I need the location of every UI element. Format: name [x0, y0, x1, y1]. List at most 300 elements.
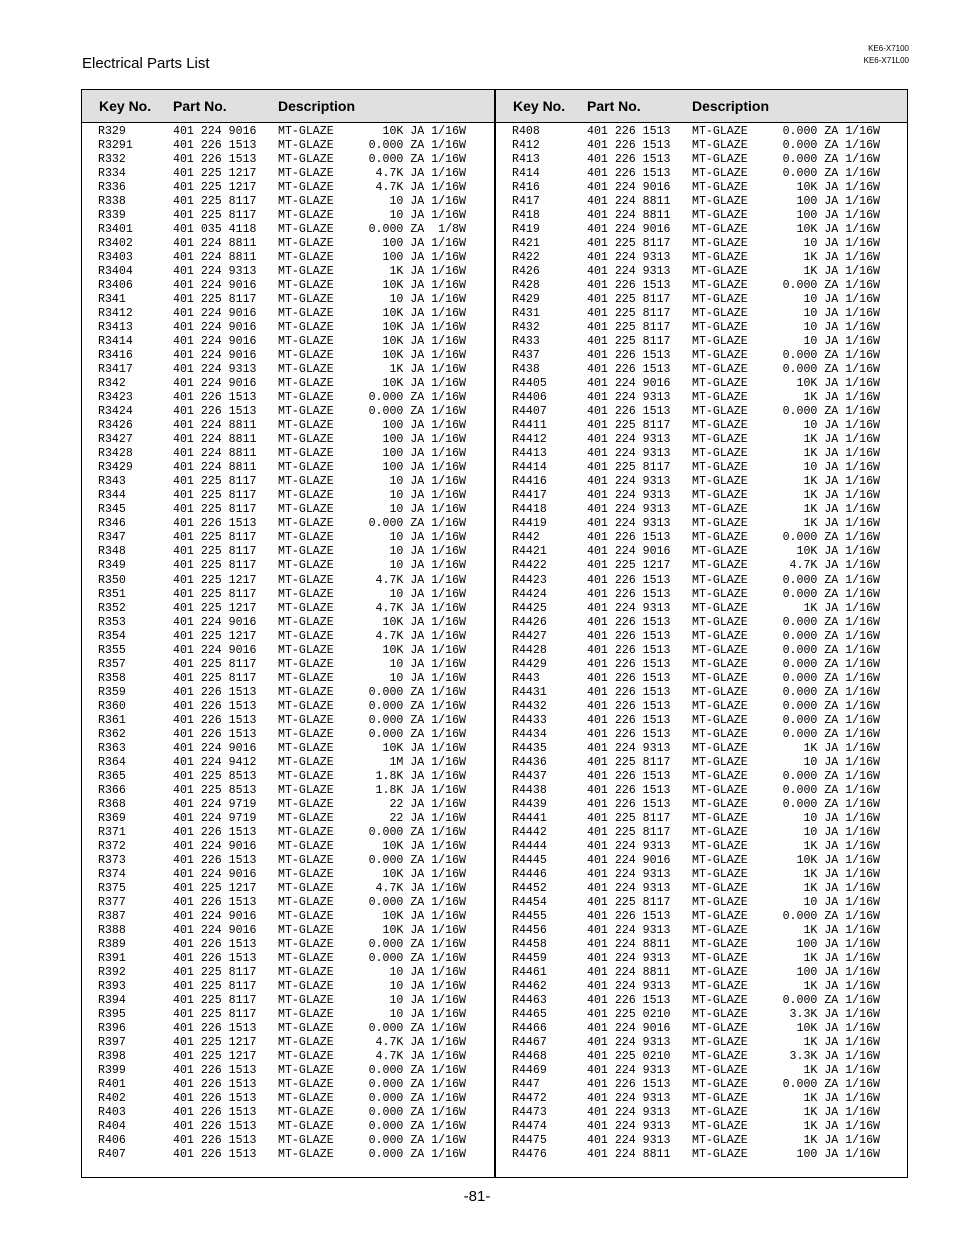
- description: MT-GLAZE: [692, 601, 748, 615]
- part-no: 401 225 8117: [587, 335, 671, 349]
- table-row: [98, 335, 488, 349]
- part-no: 401 224 8811: [173, 251, 257, 265]
- table-row: [98, 433, 488, 447]
- description: MT-GLAZE: [692, 867, 748, 881]
- rating: 10 JA 1/16W: [803, 321, 880, 335]
- part-no: 401 224 9016: [587, 223, 671, 237]
- part-no: 401 224 9016: [587, 1022, 671, 1035]
- key-no: R3423: [98, 391, 133, 405]
- description: MT-GLAZE: [278, 643, 334, 657]
- table-row: [98, 251, 488, 265]
- rating: 0.000 ZA 1/16W: [782, 1078, 880, 1092]
- table-row: [512, 770, 902, 784]
- description: MT-GLAZE: [692, 783, 748, 797]
- part-no: 401 225 8117: [173, 671, 257, 685]
- part-no: 401 226 1513: [173, 825, 257, 839]
- rating: 10 JA 1/16W: [389, 545, 466, 559]
- table-row: [98, 700, 488, 714]
- table-row: [512, 349, 902, 363]
- key-no: R4425: [512, 601, 547, 615]
- key-no: R372: [98, 839, 126, 853]
- table-row: [512, 545, 902, 559]
- part-no: 401 225 1217: [173, 601, 257, 615]
- description: MT-GLAZE: [278, 405, 334, 419]
- rating: 10 JA 1/16W: [803, 293, 880, 307]
- description: MT-GLAZE: [278, 923, 334, 937]
- table-row: [98, 602, 488, 616]
- description: MT-GLAZE: [692, 993, 748, 1007]
- table-row: [512, 1078, 902, 1092]
- part-no: 401 225 8117: [587, 237, 671, 251]
- table-row: [512, 419, 902, 433]
- table-row: [98, 1106, 488, 1120]
- key-no: R4472: [512, 1092, 547, 1106]
- part-no: 401 226 1513: [587, 783, 671, 797]
- table-row: [98, 1078, 488, 1092]
- table-row: [512, 938, 902, 952]
- parts-table: [81, 89, 908, 1178]
- description: MT-GLAZE: [692, 545, 748, 559]
- key-no: R4441: [512, 811, 547, 825]
- part-no: 401 225 8117: [173, 475, 257, 489]
- rating: 1K JA 1/16W: [803, 601, 880, 615]
- key-no: R4434: [512, 727, 547, 741]
- key-no: R4423: [512, 573, 547, 587]
- table-row: [98, 770, 488, 784]
- part-no: 401 226 1513: [587, 405, 671, 419]
- part-no: 401 226 1513: [587, 699, 671, 713]
- description: MT-GLAZE: [278, 251, 334, 265]
- description: MT-GLAZE: [278, 895, 334, 909]
- description: MT-GLAZE: [692, 657, 748, 671]
- part-no: 401 226 1513: [173, 713, 257, 727]
- part-no: 401 225 1217: [173, 629, 257, 643]
- key-no: R377: [98, 895, 126, 909]
- part-no: 401 225 8117: [173, 531, 257, 545]
- part-no: 401 225 8117: [587, 895, 671, 909]
- rating: 4.7K JA 1/16W: [375, 1036, 466, 1050]
- rating: 1.8K JA 1/16W: [375, 769, 466, 783]
- part-no: 401 224 9016: [173, 741, 257, 755]
- part-no: 401 226 1513: [587, 363, 671, 377]
- key-no: R355: [98, 643, 126, 657]
- part-no: 401 224 9016: [173, 867, 257, 881]
- description: MT-GLAZE: [278, 167, 334, 181]
- key-no: R3406: [98, 279, 133, 293]
- table-row: [98, 279, 488, 293]
- rating: 10K JA 1/16W: [382, 839, 466, 853]
- rating: 0.000 ZA 1/16W: [368, 727, 466, 741]
- part-no: 401 226 1513: [173, 517, 257, 531]
- table-row: [98, 1148, 488, 1162]
- table-row: [512, 980, 902, 994]
- table-row: [98, 588, 488, 602]
- key-no: R4446: [512, 867, 547, 881]
- description: MT-GLAZE: [278, 461, 334, 475]
- table-row: [512, 223, 902, 237]
- table-row: [98, 293, 488, 307]
- key-no: R416: [512, 181, 540, 195]
- rating: 22 JA 1/16W: [389, 811, 466, 825]
- part-no: 401 224 9016: [173, 615, 257, 629]
- key-no: R347: [98, 531, 126, 545]
- part-no: 401 224 9016: [587, 853, 671, 867]
- rating: 10 JA 1/16W: [389, 979, 466, 993]
- table-row: [98, 1120, 488, 1134]
- table-row: [98, 742, 488, 756]
- part-no: 401 224 9313: [587, 1120, 671, 1134]
- description: MT-GLAZE: [692, 587, 748, 601]
- rating: 10K JA 1/16W: [796, 853, 880, 867]
- part-no: 401 225 8117: [587, 461, 671, 475]
- key-no: R432: [512, 321, 540, 335]
- table-row: [512, 209, 902, 223]
- description: MT-GLAZE: [278, 1120, 334, 1134]
- table-row: [98, 363, 488, 377]
- key-no: R329: [98, 125, 126, 138]
- table-row: [512, 139, 902, 153]
- rating: 0.000 ZA 1/16W: [782, 797, 880, 811]
- rating: 0.000 ZA 1/16W: [368, 153, 466, 167]
- key-no: R403: [98, 1106, 126, 1120]
- rating: 0.000 ZA 1/16W: [368, 391, 466, 405]
- description: MT-GLAZE: [278, 265, 334, 279]
- table-row: [98, 419, 488, 433]
- description: MT-GLAZE: [692, 1106, 748, 1120]
- description: MT-GLAZE: [692, 223, 748, 237]
- part-no: 401 224 9313: [173, 363, 257, 377]
- table-row: [98, 181, 488, 195]
- part-no: 401 226 1513: [173, 1078, 257, 1092]
- rating: 100 JA 1/16W: [796, 965, 880, 979]
- key-no: R342: [98, 377, 126, 391]
- key-no: R4433: [512, 713, 547, 727]
- description: MT-GLAZE: [278, 1106, 334, 1120]
- key-no: R4438: [512, 783, 547, 797]
- part-no: 401 225 8117: [173, 545, 257, 559]
- table-row: [98, 377, 488, 391]
- key-no: R4466: [512, 1022, 547, 1035]
- rating: 4.7K JA 1/16W: [789, 559, 880, 573]
- key-no: R334: [98, 167, 126, 181]
- table-row: [98, 798, 488, 812]
- key-no: R443: [512, 671, 540, 685]
- description: MT-GLAZE: [278, 657, 334, 671]
- description: MT-GLAZE: [692, 433, 748, 447]
- description: MT-GLAZE: [692, 349, 748, 363]
- description: MT-GLAZE: [278, 559, 334, 573]
- part-no: 401 226 1513: [173, 139, 257, 153]
- part-no: 401 224 9016: [173, 349, 257, 363]
- rating: 1K JA 1/16W: [803, 979, 880, 993]
- key-no: R4416: [512, 475, 547, 489]
- key-no: R442: [512, 531, 540, 545]
- rating: 10K JA 1/16W: [382, 279, 466, 293]
- description: MT-GLAZE: [692, 559, 748, 573]
- rating: 10 JA 1/16W: [803, 419, 880, 433]
- table-row: [98, 1008, 488, 1022]
- part-no: 401 224 9313: [587, 265, 671, 279]
- table-row: [98, 195, 488, 209]
- table-row: [98, 896, 488, 910]
- table-row: [98, 616, 488, 630]
- model-number: KE6-X71L00: [863, 56, 909, 65]
- table-row: [512, 588, 902, 602]
- rating: 10K JA 1/16W: [382, 349, 466, 363]
- table-row: [512, 433, 902, 447]
- part-no: 401 225 8117: [587, 419, 671, 433]
- description: MT-GLAZE: [278, 1134, 334, 1148]
- table-row: [512, 363, 902, 377]
- left-column: [98, 125, 488, 1162]
- description: MT-GLAZE: [278, 237, 334, 251]
- rating: 1K JA 1/16W: [803, 503, 880, 517]
- rating: 10K JA 1/16W: [796, 223, 880, 237]
- table-row: [98, 1064, 488, 1078]
- table-row: [98, 630, 488, 644]
- part-no: 401 225 8513: [173, 769, 257, 783]
- rating: 100 JA 1/16W: [382, 447, 466, 461]
- rating: 0.000 ZA 1/16W: [782, 279, 880, 293]
- column-header-key-no: Key No.: [99, 98, 152, 114]
- rating: 0.000 ZA 1/16W: [782, 727, 880, 741]
- description: MT-GLAZE: [692, 629, 748, 643]
- description: MT-GLAZE: [692, 671, 748, 685]
- table-row: [98, 1022, 488, 1036]
- table-row: [512, 391, 902, 405]
- table-row: [98, 391, 488, 405]
- rating: 1K JA 1/16W: [803, 923, 880, 937]
- part-no: 401 224 9313: [587, 1134, 671, 1148]
- rating: 1K JA 1/16W: [803, 517, 880, 531]
- part-no: 401 226 1513: [587, 727, 671, 741]
- part-no: 401 226 1513: [173, 853, 257, 867]
- rating: 0.000 ZA 1/16W: [368, 699, 466, 713]
- part-no: 401 226 1513: [173, 1022, 257, 1035]
- description: MT-GLAZE: [692, 307, 748, 321]
- part-no: 401 225 1217: [173, 1050, 257, 1064]
- table-row: [98, 1036, 488, 1050]
- description: MT-GLAZE: [278, 937, 334, 951]
- rating: 0.000 ZA 1/16W: [368, 1148, 466, 1162]
- key-no: R364: [98, 755, 126, 769]
- column-header-key-no: Key No.: [513, 98, 566, 114]
- key-no: R362: [98, 727, 126, 741]
- part-no: 401 224 8811: [587, 937, 671, 951]
- rating: 100 JA 1/16W: [796, 209, 880, 223]
- table-row: [98, 349, 488, 363]
- description: MT-GLAZE: [278, 503, 334, 517]
- table-row: [98, 658, 488, 672]
- rating: 4.7K JA 1/16W: [375, 167, 466, 181]
- part-no: 401 224 8811: [587, 195, 671, 209]
- part-no: 401 226 1513: [587, 909, 671, 923]
- rating: 0.000 ZA 1/16W: [368, 937, 466, 951]
- key-no: R4458: [512, 937, 547, 951]
- key-no: R4405: [512, 377, 547, 391]
- description: MT-GLAZE: [278, 1050, 334, 1064]
- rating: 1K JA 1/16W: [803, 741, 880, 755]
- key-no: R391: [98, 951, 126, 965]
- part-no: 401 224 9016: [173, 335, 257, 349]
- rating: 100 JA 1/16W: [382, 251, 466, 265]
- table-row: [512, 756, 902, 770]
- table-row: [98, 265, 488, 279]
- rating: 10 JA 1/16W: [389, 195, 466, 209]
- description: MT-GLAZE: [692, 881, 748, 895]
- description: MT-GLAZE: [278, 797, 334, 811]
- rating: 0.000 ZA 1/16W: [782, 531, 880, 545]
- key-no: R419: [512, 223, 540, 237]
- description: MT-GLAZE: [692, 517, 748, 531]
- rating: 0.000 ZA 1/16W: [368, 1106, 466, 1120]
- table-row: [98, 209, 488, 223]
- description: MT-GLAZE: [278, 811, 334, 825]
- table-row: [512, 910, 902, 924]
- part-no: 401 226 1513: [587, 685, 671, 699]
- description: MT-GLAZE: [278, 741, 334, 755]
- rating: 0.000 ZA 1/16W: [368, 895, 466, 909]
- key-no: R4462: [512, 979, 547, 993]
- key-no: R349: [98, 559, 126, 573]
- table-row: [512, 461, 902, 475]
- description: MT-GLAZE: [278, 1036, 334, 1050]
- table-row: [512, 559, 902, 573]
- description: MT-GLAZE: [692, 363, 748, 377]
- rating: 10K JA 1/16W: [382, 307, 466, 321]
- table-row: [98, 868, 488, 882]
- key-no: R429: [512, 293, 540, 307]
- rating: 0.000 ZA 1/16W: [782, 699, 880, 713]
- part-no: 401 225 1217: [173, 181, 257, 195]
- part-no: 401 226 1513: [173, 1134, 257, 1148]
- part-no: 401 226 1513: [173, 1092, 257, 1106]
- part-no: 401 224 9016: [173, 279, 257, 293]
- part-no: 401 225 8117: [173, 489, 257, 503]
- key-no: R4427: [512, 629, 547, 643]
- key-no: R369: [98, 811, 126, 825]
- key-no: R353: [98, 615, 126, 629]
- table-row: [98, 644, 488, 658]
- part-no: 401 224 9016: [173, 377, 257, 391]
- table-row: [512, 251, 902, 265]
- description: MT-GLAZE: [692, 181, 748, 195]
- table-row: [98, 1134, 488, 1148]
- rating: 10K JA 1/16W: [382, 741, 466, 755]
- table-row: [512, 630, 902, 644]
- table-row: [512, 279, 902, 293]
- table-row: [98, 840, 488, 854]
- table-row: [512, 602, 902, 616]
- key-no: R374: [98, 867, 126, 881]
- description: MT-GLAZE: [278, 447, 334, 461]
- key-no: R4467: [512, 1036, 547, 1050]
- description: MT-GLAZE: [278, 881, 334, 895]
- description: MT-GLAZE: [278, 699, 334, 713]
- description: MT-GLAZE: [278, 517, 334, 531]
- table-row: [98, 559, 488, 573]
- description: MT-GLAZE: [692, 139, 748, 153]
- rating: 1K JA 1/16W: [803, 839, 880, 853]
- table-row: [512, 335, 902, 349]
- description: MT-GLAZE: [278, 671, 334, 685]
- part-no: 401 224 9313: [587, 251, 671, 265]
- description: MT-GLAZE: [692, 167, 748, 181]
- key-no: R348: [98, 545, 126, 559]
- part-no: 401 224 9313: [587, 517, 671, 531]
- table-row: [98, 966, 488, 980]
- table-row: [512, 714, 902, 728]
- rating: 100 JA 1/16W: [382, 461, 466, 475]
- description: MT-GLAZE: [692, 839, 748, 853]
- part-no: 401 226 1513: [587, 993, 671, 1007]
- key-no: R4436: [512, 755, 547, 769]
- part-no: 401 225 8117: [173, 979, 257, 993]
- part-no: 401 224 8811: [173, 237, 257, 251]
- key-no: R4424: [512, 587, 547, 601]
- rating: 4.7K JA 1/16W: [375, 181, 466, 195]
- rating: 10 JA 1/16W: [389, 657, 466, 671]
- rating: 3.3K JA 1/16W: [789, 1050, 880, 1064]
- description: MT-GLAZE: [278, 181, 334, 195]
- key-no: R3291: [98, 139, 133, 153]
- description: MT-GLAZE: [692, 125, 748, 138]
- part-no: 401 225 8117: [587, 811, 671, 825]
- part-no: 401 225 1217: [173, 1036, 257, 1050]
- key-no: R3402: [98, 237, 133, 251]
- description: MT-GLAZE: [278, 783, 334, 797]
- rating: 1K JA 1/16W: [803, 251, 880, 265]
- table-row: [98, 321, 488, 335]
- table-row: [512, 307, 902, 321]
- rating: 0.000 ZA 1/16W: [368, 825, 466, 839]
- table-row: [98, 461, 488, 475]
- rating: 0.000 ZA 1/16W: [368, 517, 466, 531]
- key-no: R336: [98, 181, 126, 195]
- description: MT-GLAZE: [278, 209, 334, 223]
- part-no: 401 224 9016: [173, 909, 257, 923]
- rating: 22 JA 1/16W: [389, 797, 466, 811]
- rating: 0.000 ZA 1/16W: [368, 1092, 466, 1106]
- description: MT-GLAZE: [278, 685, 334, 699]
- rating: 10K JA 1/16W: [382, 125, 466, 138]
- rating: 10 JA 1/16W: [803, 895, 880, 909]
- part-no: 401 224 9313: [587, 951, 671, 965]
- table-row: [98, 1050, 488, 1064]
- part-no: 401 226 1513: [173, 951, 257, 965]
- rating: 10 JA 1/16W: [803, 307, 880, 321]
- part-no: 401 035 4118: [173, 223, 257, 237]
- part-no: 401 225 1217: [173, 167, 257, 181]
- rating: 0.000 ZA 1/16W: [782, 615, 880, 629]
- part-no: 401 224 8811: [587, 209, 671, 223]
- key-no: R351: [98, 587, 126, 601]
- rating: 4.7K JA 1/16W: [375, 601, 466, 615]
- table-row: [512, 447, 902, 461]
- part-no: 401 224 9313: [587, 1036, 671, 1050]
- rating: 1K JA 1/16W: [803, 867, 880, 881]
- rating: 4.7K JA 1/16W: [375, 881, 466, 895]
- key-no: R4413: [512, 447, 547, 461]
- table-row: [512, 924, 902, 938]
- part-no: 401 224 9313: [587, 1106, 671, 1120]
- table-row: [512, 321, 902, 335]
- description: MT-GLAZE: [692, 643, 748, 657]
- description: MT-GLAZE: [278, 1148, 334, 1162]
- table-row: [98, 882, 488, 896]
- key-no: R354: [98, 629, 126, 643]
- rating: 0.000 ZA 1/16W: [782, 643, 880, 657]
